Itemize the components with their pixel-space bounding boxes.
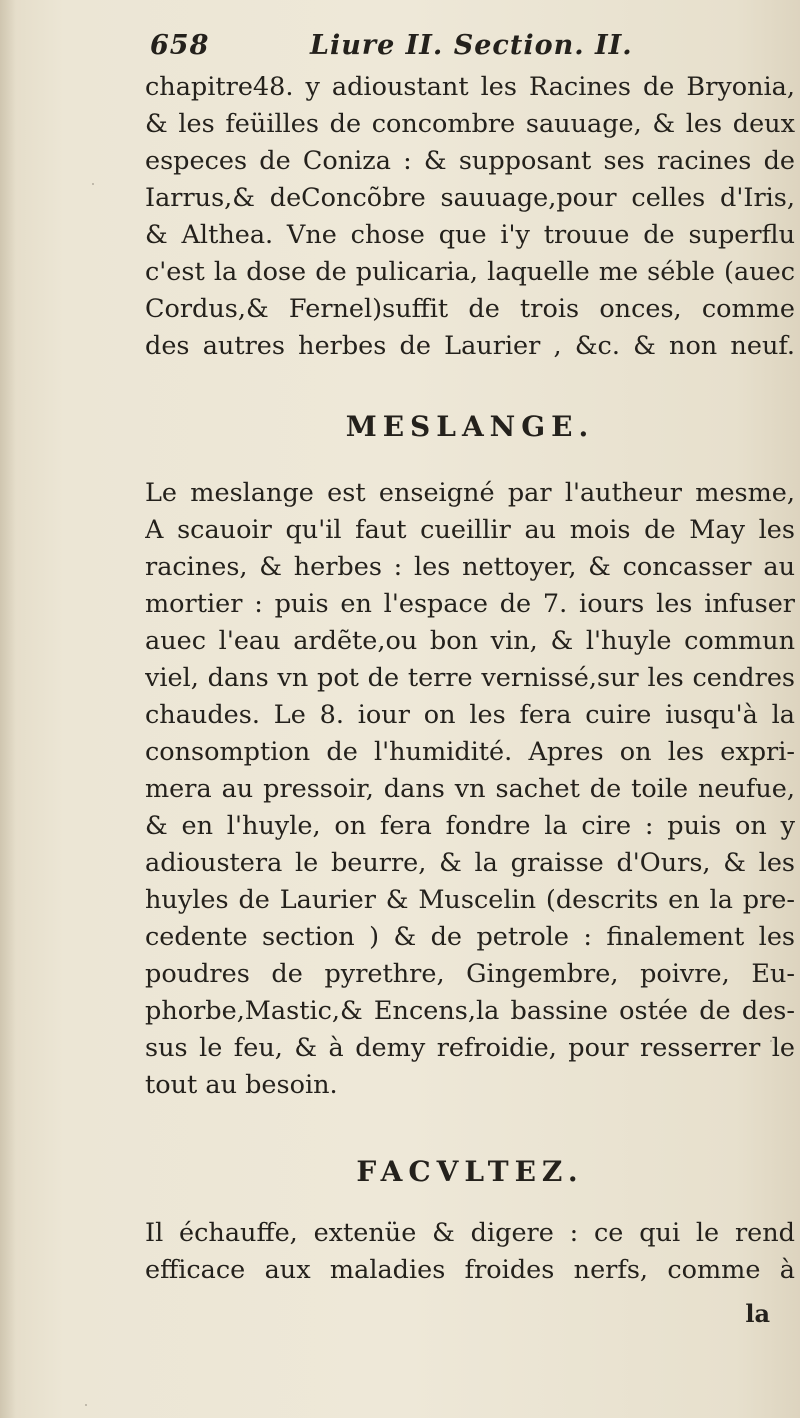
text-line: viel, dans vn pot de terre vernissé,sur les cendres bbox=[145, 663, 795, 693]
text-line: efficace aux maladies froides nerfs, comme à bbox=[145, 1255, 795, 1285]
text-line: mortier : puis en l'espace de 7. iours les infuser bbox=[145, 589, 795, 619]
text-line: c'est la dose de pulicaria, laquelle me séble (auec bbox=[145, 257, 795, 287]
text-line: chapitre48. y adioustant les Racines de Bryonia, bbox=[145, 72, 795, 102]
paper-speck bbox=[85, 1404, 87, 1406]
paragraph-meslange bbox=[145, 475, 795, 1104]
text-line: huyles de Laurier & Muscelin (descrits en la pre- bbox=[145, 885, 795, 915]
catchword: la bbox=[745, 1299, 770, 1328]
text-line: racines, & herbes : les nettoyer, & concasser au bbox=[145, 552, 795, 582]
text-line: & en l'huyle, on fera fondre la cire : puis on y bbox=[145, 811, 795, 841]
text-line: Il échauffe, extenüe & digere : ce qui le rend bbox=[145, 1218, 795, 1248]
paragraph-continuation bbox=[145, 69, 795, 365]
paper-speck bbox=[300, 560, 302, 562]
text-line: phorbe,Mastic,& Encens,la bassine ostée de des- bbox=[145, 996, 795, 1026]
text-line: sus le feu, & à demy refroidie, pour resserrer le bbox=[145, 1033, 795, 1063]
text-line: Cordus,& Fernel)suffit de trois onces, comme bbox=[145, 294, 795, 324]
text-line: auec l'eau ardẽte,ou bon vin, & l'huyle commun bbox=[145, 626, 795, 656]
paragraph-facultez bbox=[145, 1215, 795, 1289]
text-line: poudres de pyrethre, Gingembre, poivre, Eu- bbox=[145, 959, 795, 989]
page-header bbox=[150, 26, 670, 70]
text-line: tout au besoin. bbox=[145, 1070, 338, 1100]
text-line: consomption de l'humidité. Apres on les expri- bbox=[145, 737, 795, 767]
paper-speck bbox=[92, 183, 94, 185]
text-line: & Althea. Vne chose que i'y trouue de superflu bbox=[145, 220, 795, 250]
text-line: mera au pressoir, dans vn sachet de toile neufue, bbox=[145, 774, 795, 804]
section-heading-facultez: FACVLTEZ. bbox=[356, 1155, 584, 1188]
text-line: especes de Coniza : & supposant ses racines de bbox=[145, 146, 795, 176]
text-line: des autres herbes de Laurier , &c. & non neuf. bbox=[145, 331, 795, 361]
text-line: A scauoir qu'il faut cueillir au mois de May les bbox=[145, 515, 795, 545]
paper-speck bbox=[770, 1040, 772, 1042]
text-line: Le meslange est enseigné par l'autheur mesme, bbox=[145, 478, 795, 508]
text-line: cedente section ) & de petrole : finalement les bbox=[145, 922, 795, 952]
section-heading-meslange: MESLANGE. bbox=[345, 410, 595, 443]
text-line: & les feüilles de concombre sauuage, & les deux bbox=[145, 109, 795, 139]
page-number: 658 bbox=[150, 30, 210, 61]
text-line: adioustera le beurre, & la graisse d'Ours, & les bbox=[145, 848, 795, 878]
running-title: Liure II. Section. II. bbox=[310, 30, 633, 61]
page-gutter-shadow bbox=[0, 0, 16, 1418]
text-line: chaudes. Le 8. iour on les fera cuire iusqu'à la bbox=[145, 700, 795, 730]
text-line: Iarrus,& deConcõbre sauuage,pour celles d'Iris, bbox=[145, 183, 795, 213]
